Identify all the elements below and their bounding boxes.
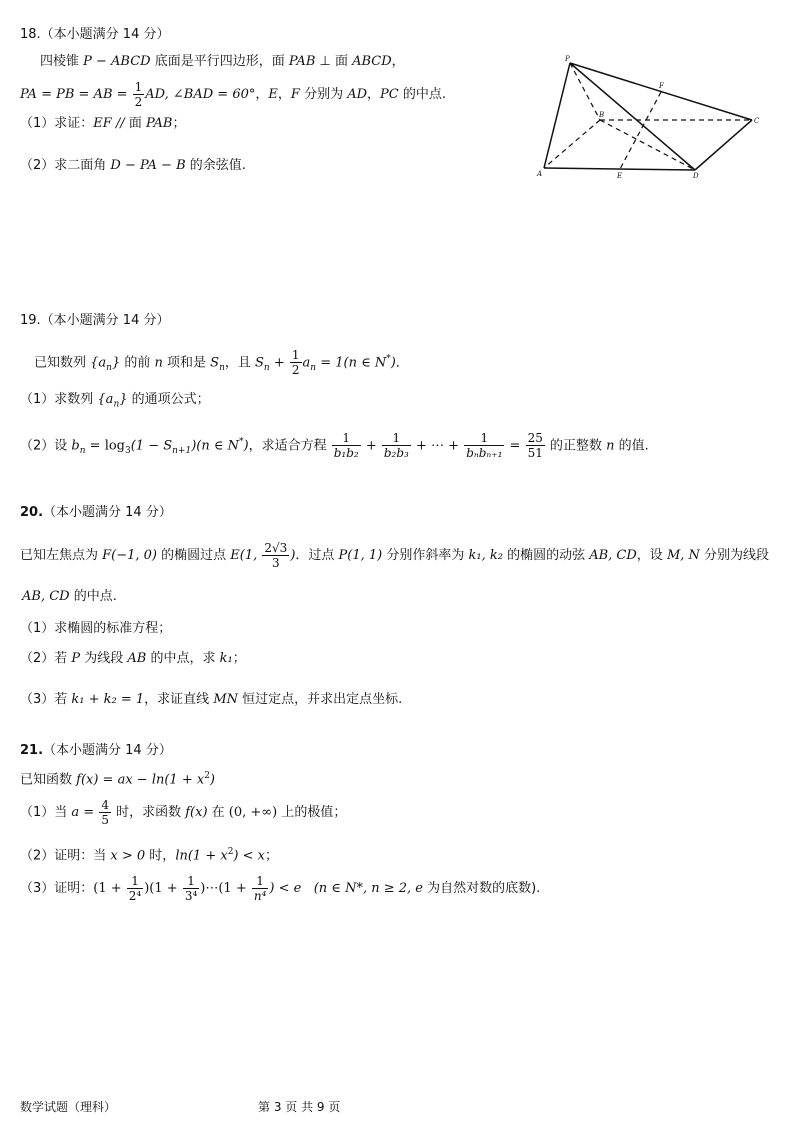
- q18-text: 底面是平行四边形，面: [150, 54, 289, 69]
- q18-text: 的中点.: [398, 87, 446, 102]
- q18-text: （1）求证：: [20, 116, 94, 131]
- q18-math: PAB: [288, 54, 316, 69]
- q20-math: P: [71, 651, 81, 666]
- label-a: A: [537, 170, 543, 178]
- q19-math: ): [243, 438, 249, 454]
- q20-line2: [22, 588, 117, 606]
- q19-part1: [20, 391, 210, 414]
- edge-pc: [570, 63, 752, 120]
- q20-title-num: 20.: [20, 505, 44, 520]
- q19-math: = log: [85, 438, 125, 454]
- q18-text: ，: [277, 87, 291, 102]
- frac-num: 1: [252, 874, 269, 889]
- frac-num: 1: [332, 431, 361, 446]
- q19-math: ): [390, 355, 396, 371]
- footer-page-number: 第 3 页 共 9 页: [258, 1100, 341, 1114]
- frac-den: 3⁴: [184, 889, 198, 903]
- q20-text: ；: [232, 651, 246, 666]
- q21-text: 上的极值；: [277, 805, 347, 820]
- frac-num: 1: [127, 874, 143, 889]
- q20-text: 的中点.: [69, 589, 117, 604]
- q19-text: （2）设: [20, 438, 72, 454]
- q19-math: a: [302, 355, 311, 371]
- q19-math: (1 − S: [130, 438, 173, 454]
- q20-title: [20, 504, 172, 522]
- q20-text: （2）若: [20, 651, 72, 666]
- q19-math: n: [606, 438, 615, 454]
- q21-part3: [20, 872, 540, 906]
- q19-sub: n: [263, 362, 270, 373]
- q21-math: f(x) = ax − ln(1 + x: [76, 772, 205, 788]
- q21-math: )⋯(1 +: [200, 881, 251, 896]
- q19-fraction-1: [332, 431, 361, 460]
- q19-text: 的正整数: [545, 438, 607, 454]
- label-p: P: [565, 55, 570, 63]
- frac-num: 1: [382, 431, 411, 446]
- q20-text: 分别作斜率为: [382, 548, 469, 563]
- q18-text: ；: [172, 116, 186, 131]
- q18-text: ，: [255, 87, 269, 102]
- q18-math: PAB: [145, 116, 173, 131]
- segment-ef: [620, 92, 661, 169]
- q20-math: P(1, 1): [338, 548, 383, 563]
- label-e: E: [617, 172, 623, 180]
- q18-math: P − ABCD: [83, 54, 151, 69]
- q20-text: ．过点: [295, 548, 339, 563]
- q20-text: 分别为线段: [699, 548, 770, 563]
- q21-sup: 2: [227, 847, 234, 857]
- q20-text: 为线段: [80, 651, 128, 666]
- q21-math: ): [209, 772, 215, 788]
- q21-title-text: （本小题满分 14 分）: [43, 743, 172, 758]
- q21-math: f(x): [185, 805, 208, 820]
- q21-title: [20, 742, 172, 760]
- q21-part1: [20, 797, 346, 829]
- q19-sub: 3: [125, 445, 131, 456]
- q19-sub: n: [113, 399, 120, 410]
- q19-title: 19.（本小题满分 14 分）: [20, 313, 170, 328]
- frac-den: b₁b₂: [333, 446, 359, 461]
- frac-num: 4: [101, 798, 109, 812]
- q20-math: ): [290, 548, 296, 563]
- q19-sub: n: [106, 362, 112, 373]
- q19-math: S: [255, 355, 264, 371]
- q21-math: ) < e: [269, 881, 302, 896]
- q19-sub: n: [310, 362, 317, 373]
- q18-text: 的余弦值.: [185, 158, 246, 173]
- q18-line2: [20, 80, 446, 110]
- q21-math: (n ∈ N*, n ≥ 2, e: [313, 881, 423, 896]
- label-c: C: [754, 117, 760, 125]
- q20-text: ，求证直线: [144, 692, 214, 707]
- frac-den: 3: [272, 556, 280, 570]
- q18-text: 分别为: [299, 87, 348, 102]
- q20-math: M, N: [666, 548, 700, 563]
- q19-math: }: [119, 392, 128, 407]
- q19-fraction: [290, 348, 302, 377]
- q19-text: （1）求数列: [20, 392, 98, 407]
- edge-dc: [695, 120, 752, 170]
- q18-text: ，: [367, 87, 381, 102]
- frac-num: 1: [134, 80, 143, 94]
- q19-sup: *: [386, 354, 391, 364]
- q18-title: 18.（本小题满分 14 分）: [20, 27, 170, 42]
- q19-text: 项和是: [162, 355, 211, 371]
- q19-math: =: [505, 438, 525, 454]
- q20-math: AB, CD: [589, 548, 637, 563]
- q19-math: S: [210, 355, 220, 371]
- q19-text: 的通项公式；: [127, 392, 210, 407]
- q19-line1: [34, 344, 409, 383]
- frac-num: 1: [291, 348, 300, 363]
- frac-den: n⁴: [253, 889, 267, 903]
- q19-text: ，求适合方程: [248, 438, 331, 454]
- q21-text: 时，: [145, 848, 176, 864]
- q21-text: 在: [207, 805, 229, 820]
- q19-part2: [20, 425, 649, 468]
- q21-math: (0, +∞): [228, 805, 278, 820]
- frac-den: 5: [101, 813, 109, 827]
- frac-num: 1: [464, 431, 504, 446]
- q21-text: ；: [264, 848, 278, 864]
- q21-line1: [20, 767, 215, 789]
- q20-math: k₁: [219, 651, 233, 666]
- edge-ad: [544, 168, 695, 170]
- q18-part1: [20, 115, 185, 133]
- q19-math: )(n ∈ N: [191, 438, 239, 454]
- q19-sub: n: [219, 362, 225, 373]
- q18-math: EF //: [93, 116, 129, 131]
- q20-title-text: （本小题满分 14 分）: [43, 505, 172, 520]
- q19-math: + ⋯ +: [411, 438, 464, 454]
- q19-fraction-3: [464, 431, 504, 460]
- footer-subject: 数学试题（理科）: [20, 1100, 117, 1114]
- q21-math: ln(1 + x: [175, 848, 228, 864]
- edge-pd: [570, 63, 695, 170]
- q18-math: PC: [380, 87, 399, 102]
- edge-bd: [600, 120, 695, 170]
- q19-math: +: [269, 355, 289, 371]
- q20-math: F(−1, 0): [102, 548, 158, 563]
- q21-text: （3）证明：: [20, 881, 94, 896]
- q19-text: ．: [395, 355, 409, 371]
- q20-part3: [20, 691, 402, 709]
- q20-math: k₁ + k₂ = 1: [71, 692, 145, 707]
- q19-sub: n+1: [172, 445, 192, 456]
- q19-math: {a: [97, 392, 114, 407]
- frac-num: 1: [183, 874, 199, 889]
- q18-math: AD: [347, 87, 368, 102]
- frac-den: bₙbₙ₊₁: [466, 446, 503, 461]
- q19-text: 的值.: [614, 438, 649, 454]
- q19-math: }: [111, 355, 121, 371]
- q20-part1: （1）求椭圆的标准方程；: [20, 621, 172, 636]
- frac-num: 2√3: [264, 541, 288, 555]
- q18-text: ⊥ 面: [315, 54, 353, 69]
- q20-text: 的椭圆的动弦: [502, 548, 590, 563]
- q21-math: )(1 +: [144, 881, 182, 896]
- frac-num: 25: [527, 431, 543, 446]
- edge-ba: [544, 120, 600, 168]
- frac-den: 2: [291, 363, 300, 378]
- q18-math: D − PA − B: [110, 158, 186, 173]
- q19-text: 已知数列: [34, 355, 91, 371]
- q20-part2: [20, 650, 246, 668]
- label-f: F: [659, 82, 664, 90]
- q20-text: 的椭圆过点: [157, 548, 231, 563]
- frac-den: 2: [134, 95, 143, 109]
- q21-fraction-1: [127, 874, 143, 903]
- q18-math: AD, ∠BAD = 60°: [145, 87, 256, 102]
- q19-text: ，且: [224, 355, 255, 371]
- q21-fraction-2: [183, 874, 199, 903]
- q21-text: （2）证明：当: [20, 848, 111, 864]
- q18-math: F: [290, 87, 300, 102]
- q19-math: {a: [90, 355, 107, 371]
- q20-math: E(1,: [230, 548, 262, 563]
- q20-text: 恒过定点，并求出定点坐标.: [238, 692, 403, 707]
- q21-text: 已知函数: [20, 772, 77, 788]
- q20-math: k₁, k₂: [468, 548, 503, 563]
- q21-text: 时，求函数: [111, 805, 186, 820]
- q18-part2: [20, 157, 246, 175]
- q19-math: b: [71, 438, 80, 454]
- q18-text: 面: [128, 116, 146, 131]
- q21-part2: [20, 843, 278, 865]
- q21-fraction: [99, 798, 111, 827]
- frac-den: 51: [527, 446, 543, 461]
- q19-math: n: [154, 355, 163, 371]
- q19-sub: n: [79, 445, 86, 456]
- q18-math: ABCD: [352, 54, 392, 69]
- q21-math: x > 0: [110, 848, 146, 864]
- q21-text: （1）当: [20, 805, 72, 820]
- q20-math: AB: [127, 651, 147, 666]
- q20-text: （3）若: [20, 692, 72, 707]
- q18-text: （2）求二面角: [20, 158, 111, 173]
- frac-den: b₂b₃: [383, 446, 409, 461]
- q19-text: 的前: [120, 355, 155, 371]
- q18-text: 四棱锥: [40, 54, 84, 69]
- q19-math: +: [361, 438, 381, 454]
- edge-pa: [544, 63, 570, 168]
- q20-math: MN: [213, 692, 238, 707]
- q19-fraction-2: [382, 431, 411, 460]
- pyramid-figure: [530, 50, 770, 185]
- q20-text: ，设: [636, 548, 667, 563]
- q18-line1: [40, 53, 405, 71]
- q21-text: ).: [531, 881, 541, 896]
- q21-math: (1 +: [93, 881, 126, 896]
- q20-line1: [20, 540, 769, 572]
- q18-math: E: [268, 87, 278, 102]
- label-b: B: [599, 111, 605, 119]
- q19-fraction-4: [526, 431, 545, 460]
- q20-text: 已知左焦点为: [20, 548, 103, 563]
- q21-fraction-3: [252, 874, 269, 903]
- q21-title-num: 21.: [20, 743, 44, 758]
- q20-math: AB, CD: [22, 589, 70, 604]
- q21-math: ) < x: [233, 848, 265, 864]
- q20-fraction: [262, 541, 289, 570]
- q20-text: 的中点，求: [146, 651, 220, 666]
- q18-fraction: [133, 80, 145, 109]
- q21-text: 为自然对数的底数: [422, 881, 532, 896]
- q19-sup: *: [239, 437, 244, 447]
- frac-den: 2⁴: [128, 889, 142, 903]
- q21-math: a =: [71, 805, 99, 820]
- q19-math: = 1(n ∈ N: [316, 355, 387, 371]
- q18-math: PA = PB = AB =: [20, 87, 132, 102]
- q18-text: ，: [391, 54, 405, 69]
- q21-sup: 2: [204, 771, 210, 781]
- label-d: D: [693, 172, 699, 180]
